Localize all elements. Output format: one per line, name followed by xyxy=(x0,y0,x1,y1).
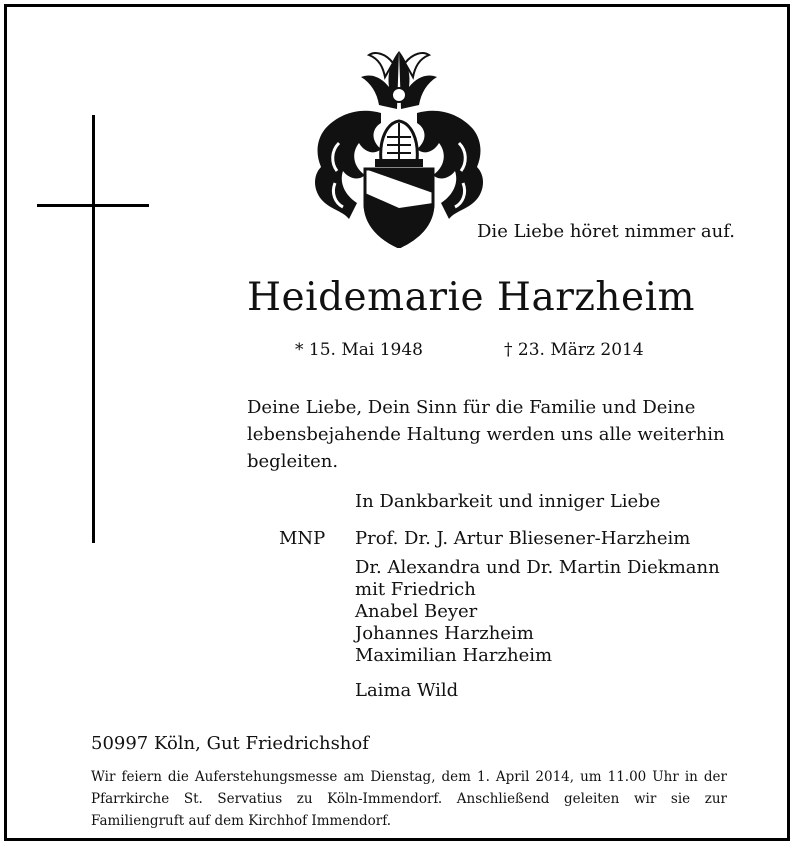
cross-horizontal-bar xyxy=(37,204,149,207)
mourner-item: Dr. Alexandra und Dr. Martin Diekmann xyxy=(355,557,720,578)
service-info: Wir feiern die Auferstehungsmesse am Dienstag, dem 1. April 2014, um 11.00 Uhr in der Pfarrkirche St. Servatius zu Köln-Immendorf. Anschließend geleiten wir sie zur Familiengruft auf dem Kirchhof Immendorf. xyxy=(91,769,727,829)
mourner-last: Laima Wild xyxy=(355,680,459,701)
birth-date: * 15. Mai 1948 xyxy=(295,340,423,360)
coat-of-arms-icon xyxy=(309,43,489,248)
mourner-item: mit Friedrich xyxy=(355,579,476,600)
obituary-notice xyxy=(4,4,790,841)
mourner-item: Maximilian Harzheim xyxy=(355,645,553,666)
tribute-message: Deine Liebe, Dein Sinn für die Familie und Deine lebensbejahende Haltung werden uns alle weiterhin begleiten. xyxy=(247,397,725,472)
mourner-family-list xyxy=(355,557,720,667)
deceased-name: Heidemarie Harzheim xyxy=(247,275,696,320)
death-date: † 23. März 2014 xyxy=(504,340,644,360)
gratitude-line: In Dankbarkeit und inniger Liebe xyxy=(355,491,661,512)
crest-shield xyxy=(365,169,433,247)
cross-vertical-bar xyxy=(92,115,95,543)
motto: Die Liebe höret nimmer auf. xyxy=(477,221,735,242)
mourner-item: Johannes Harzheim xyxy=(355,623,534,644)
crest-helmet xyxy=(375,121,423,167)
mnp-label: MNP xyxy=(279,528,326,549)
mourner-primary: Prof. Dr. J. Artur Bliesener-Harzheim xyxy=(355,528,691,549)
crest-plume xyxy=(361,51,437,109)
address: 50997 Köln, Gut Friedrichshof xyxy=(91,733,369,754)
mourner-item: Anabel Beyer xyxy=(355,601,478,622)
